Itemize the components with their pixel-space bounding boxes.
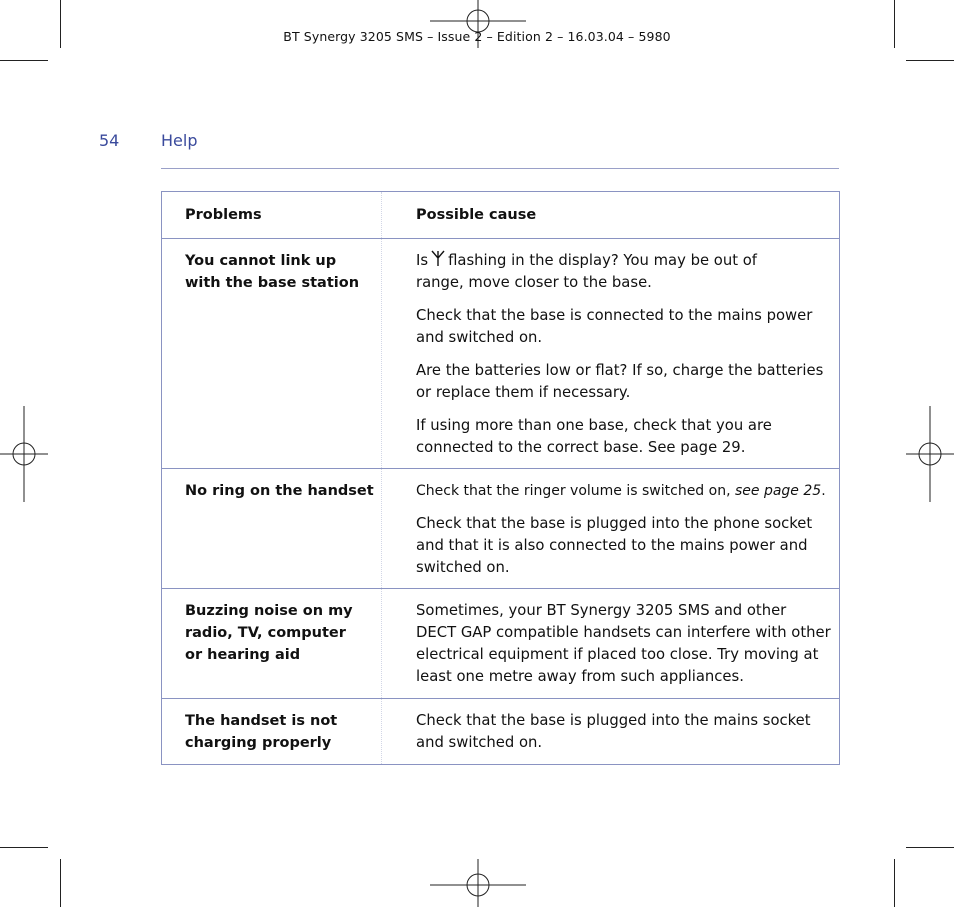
registration-mark-icon — [0, 406, 48, 502]
cause-text — [416, 710, 832, 754]
problem-text — [185, 710, 375, 754]
cause-paragraph — [416, 480, 832, 502]
problem-line: radio, TV, computer — [185, 625, 346, 641]
cause-text-segment: range, move closer to the base. — [416, 274, 652, 291]
cause-text — [416, 600, 832, 688]
cause-paragraph: Check that the base is connected to the mains power and switched on. — [416, 307, 813, 346]
cause-paragraph — [416, 250, 832, 294]
cause-line: and switched on. — [416, 734, 543, 751]
cause-paragraph: Are the batteries low or flat? If so, charge the batteries or replace them if necessary. — [416, 362, 824, 401]
cause-text — [416, 480, 832, 590]
table-row — [162, 468, 839, 588]
crop-mark — [0, 847, 48, 848]
page-number: 54 — [99, 131, 120, 150]
problem-line: or hearing aid — [185, 647, 301, 663]
problem-text — [185, 600, 375, 666]
problem-line: You cannot link up — [185, 253, 337, 269]
registration-mark-icon — [430, 859, 526, 907]
problem-line: charging properly — [185, 735, 332, 751]
problem-line: The handset is not — [185, 713, 338, 729]
crop-mark — [894, 859, 895, 907]
print-slug: BT Synergy 3205 SMS – Issue 2 – Edition 2 – 16.03.04 – 5980 — [283, 29, 671, 44]
table-row — [162, 588, 839, 698]
crop-mark — [60, 859, 61, 907]
problem-line: Buzzing noise on my — [185, 603, 353, 619]
header-rule — [161, 168, 839, 169]
table-row — [162, 698, 839, 765]
section-title: Help — [161, 131, 198, 150]
cause-text-segment: flashing in the display? You may be out of — [448, 252, 757, 269]
help-table — [161, 191, 840, 765]
crop-mark — [0, 60, 48, 61]
crop-mark — [906, 847, 954, 848]
header-problems: Problems — [185, 207, 262, 223]
problem-text — [185, 480, 385, 502]
cause-text — [416, 250, 832, 470]
cause-line: DECT GAP compatible handsets can interfere with other — [416, 624, 831, 641]
cause-text-segment: . — [821, 483, 826, 499]
cause-line: electrical equipment if placed too close. Try moving at — [416, 646, 819, 663]
cause-paragraph: Check that the base is plugged into the phone socket and that it is also connected to the mains power and switched on. — [416, 515, 813, 576]
page-reference: see page 25 — [734, 483, 822, 499]
cause-text-segment: Is — [416, 252, 429, 269]
crop-mark — [906, 60, 954, 61]
cause-line: Check that the base is plugged into the mains socket — [416, 712, 811, 729]
table-header-row — [162, 192, 839, 238]
cause-paragraph: If using more than one base, check that you are connected to the correct base. See page 29. — [416, 417, 772, 456]
problem-text — [185, 250, 375, 294]
problem-line: No ring on the handset — [185, 483, 374, 499]
table-row — [162, 238, 839, 468]
antenna-icon — [431, 250, 445, 267]
registration-mark-icon — [906, 406, 954, 502]
cause-line: Sometimes, your BT Synergy 3205 SMS and other — [416, 602, 787, 619]
cause-text-segment: Check that the ringer volume is switched on, — [416, 483, 735, 499]
header-possible-cause: Possible cause — [416, 207, 537, 223]
cause-line: least one metre away from such appliances. — [416, 668, 744, 685]
problem-line: with the base station — [185, 275, 360, 291]
